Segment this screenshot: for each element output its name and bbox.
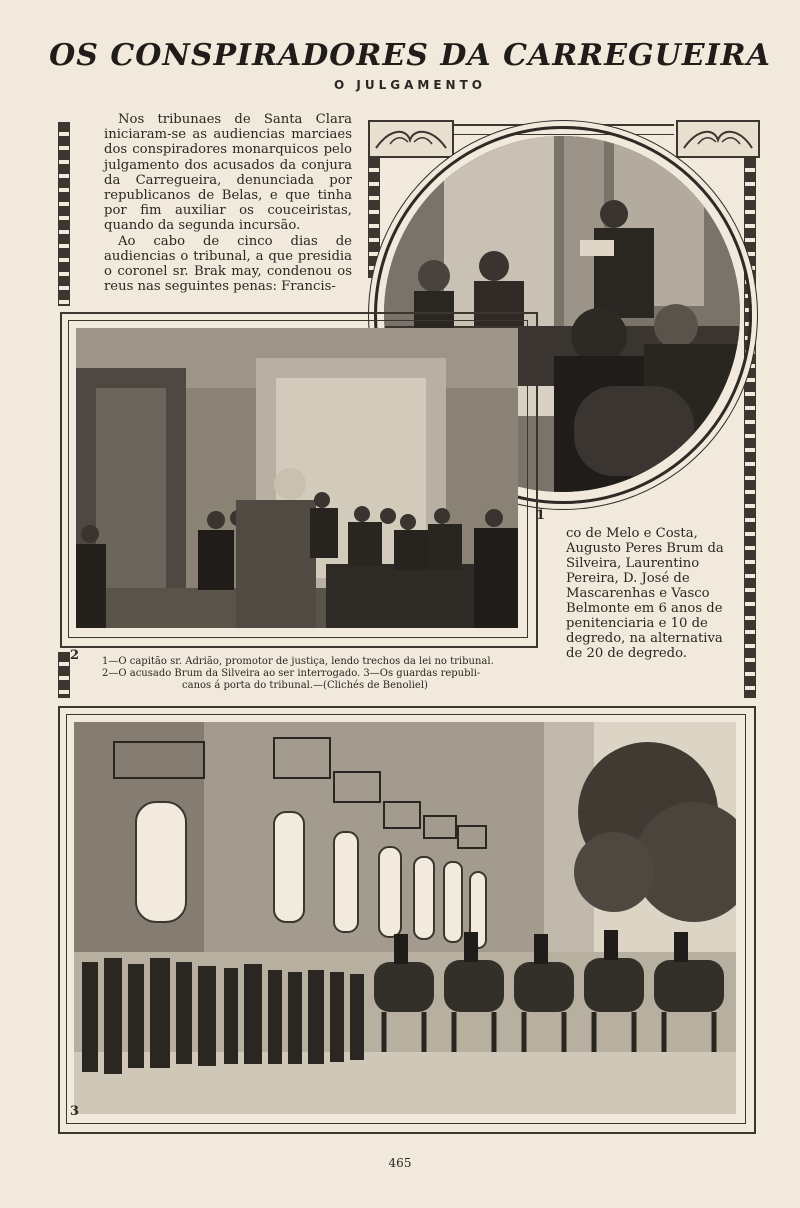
article-intro xyxy=(104,112,352,294)
photo-2-image xyxy=(76,328,518,628)
article-paragraph-1: Nos tribunaes de Santa Clara iniciaram-se as audiencias marciaes dos conspiradores monarquicos pelo julgamento dos acusados da conjura da Carregueira, denunciada por republicanos de Belas, e que tinha por fim auxiliar os couceiristas, quando da segunda incursão. xyxy=(104,112,352,234)
article-continuation xyxy=(566,526,728,661)
leaf-ornament-icon xyxy=(678,122,758,156)
ornament-corner-left xyxy=(368,120,454,158)
left-ornament-caption xyxy=(58,652,70,698)
article-paragraph-3: co de Melo e Costa, Augusto Peres Brum da Silveira, Laurentino Pereira, D. José de Mascarenhas e Vasco Belmonte em 6 anos de penitenciaria e 10 de degredo, na alternativa de 20 de degredo. xyxy=(566,526,724,661)
caption-line-2: 2—O acusado Brum da Silveira ao ser interrogado. 3—Os guardas republi- xyxy=(102,668,481,679)
caption-line-1: 1—O capitão sr. Adrião, promotor de justiça, lendo trechos da lei no tribunal. xyxy=(102,656,494,667)
photo-2-defendant-interrogation xyxy=(76,328,518,628)
ornament-corner-right xyxy=(676,120,760,158)
photo-3-image xyxy=(74,722,736,1114)
photo-1-number: 1 xyxy=(536,508,546,523)
photo-2-number: 2 xyxy=(70,648,80,663)
mid-ornament-border xyxy=(368,158,380,278)
page-title: OS CONSPIRADORES DA CARREGUEIRA xyxy=(49,38,771,73)
page-subtitle: O JULGAMENTO xyxy=(334,78,486,92)
right-ornament-border xyxy=(744,158,756,698)
article-paragraph-2: Ao cabo de cinco dias de audiencias o tribunal, a que presidia o coronel sr. Brak may, condenou os reus nas seguintes penas: Francis- xyxy=(104,233,352,295)
photo-3-number: 3 xyxy=(70,1104,80,1119)
page-number: 465 xyxy=(388,1156,412,1170)
photo-caption xyxy=(102,656,532,692)
leaf-ornament-icon xyxy=(370,122,452,156)
left-ornament-border xyxy=(58,122,70,306)
caption-line-3: canos á porta do tribunal.—(Clichés de Benoliel) xyxy=(182,680,428,691)
photo-3-guards-at-tribunal xyxy=(74,722,736,1114)
